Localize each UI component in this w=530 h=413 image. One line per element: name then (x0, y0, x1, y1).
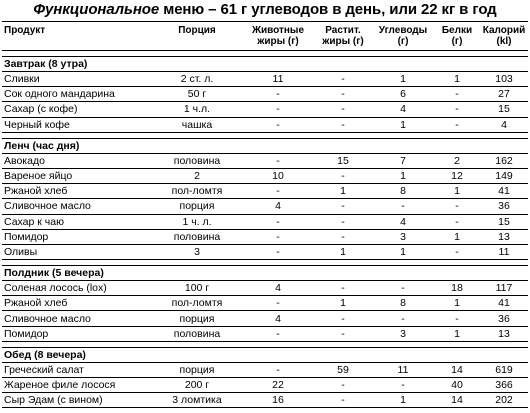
table-row (2, 281, 528, 296)
cell-animal-fat: 4 (242, 311, 314, 326)
cell-portion: пол-ломтя (152, 184, 242, 199)
cell-kcal: 103 (480, 72, 528, 87)
cell-carbs: - (372, 378, 434, 393)
cell-product: Сливочное масло (2, 311, 152, 326)
cell-kcal: 11 (480, 244, 528, 259)
cell-kcal: 149 (480, 168, 528, 183)
cell-product: Сыр Эдам (с вином) (2, 393, 152, 408)
section-header (2, 347, 528, 362)
cell-animal-fat: - (242, 362, 314, 377)
cell-product: Греческий салат (2, 362, 152, 377)
cell-product: Черный кофе (2, 117, 152, 132)
cell-protein: - (434, 102, 480, 117)
cell-animal-fat: 16 (242, 393, 314, 408)
cell-animal-fat: - (242, 153, 314, 168)
cell-carbs: 6 (372, 87, 434, 102)
cell-carbs: 8 (372, 184, 434, 199)
cell-carbs: 4 (372, 214, 434, 229)
cell-protein: 18 (434, 281, 480, 296)
cell-animal-fat: - (242, 296, 314, 311)
cell-portion: порция (152, 362, 242, 377)
cell-product: Сахар к чаю (2, 214, 152, 229)
cell-veg-fat: - (314, 102, 372, 117)
cell-animal-fat: - (242, 229, 314, 244)
cell-protein: 14 (434, 362, 480, 377)
cell-veg-fat: 15 (314, 153, 372, 168)
table-row (2, 378, 528, 393)
cell-portion: чашка (152, 117, 242, 132)
nutrition-table (2, 21, 528, 408)
cell-kcal: 36 (480, 311, 528, 326)
cell-protein: 14 (434, 393, 480, 408)
cell-kcal: 619 (480, 362, 528, 377)
table-row (2, 311, 528, 326)
section-title: Полдник (5 вечера) (2, 266, 528, 281)
cell-kcal: 117 (480, 281, 528, 296)
cell-veg-fat: - (314, 326, 372, 341)
cell-veg-fat: 59 (314, 362, 372, 377)
cell-animal-fat: - (242, 244, 314, 259)
header-kcal: Калорий (kl) (480, 22, 528, 51)
cell-carbs: 1 (372, 117, 434, 132)
table-row (2, 296, 528, 311)
cell-product: Ржаной хлеб (2, 296, 152, 311)
cell-kcal: 202 (480, 393, 528, 408)
cell-product: Вареное яйцо (2, 168, 152, 183)
cell-kcal: 13 (480, 326, 528, 341)
table-row (2, 184, 528, 199)
table-row (2, 214, 528, 229)
cell-portion: 3 (152, 244, 242, 259)
table-row (2, 72, 528, 87)
cell-carbs: - (372, 311, 434, 326)
cell-kcal: 36 (480, 199, 528, 214)
cell-veg-fat: - (314, 393, 372, 408)
cell-veg-fat: - (314, 199, 372, 214)
page-title (2, 0, 528, 21)
cell-protein: 1 (434, 296, 480, 311)
table-row (2, 153, 528, 168)
table-row (2, 199, 528, 214)
cell-carbs: - (372, 199, 434, 214)
table-row (2, 102, 528, 117)
cell-protein: 2 (434, 153, 480, 168)
cell-animal-fat: - (242, 117, 314, 132)
cell-portion: 50 г (152, 87, 242, 102)
table-row (2, 168, 528, 183)
header-protein: Белки (г) (434, 22, 480, 51)
cell-portion: половина (152, 326, 242, 341)
header-portion: Порция (152, 22, 242, 51)
header-carbs: Углеводы (г) (372, 22, 434, 51)
cell-kcal: 41 (480, 296, 528, 311)
cell-kcal: 13 (480, 229, 528, 244)
table-row (2, 326, 528, 341)
cell-portion: порция (152, 199, 242, 214)
header-veg-fat: Растит. жиры (г) (314, 22, 372, 51)
header-animal-fat: Животные жиры (г) (242, 22, 314, 51)
cell-animal-fat: - (242, 184, 314, 199)
cell-portion: половина (152, 229, 242, 244)
cell-product: Сливки (2, 72, 152, 87)
cell-product: Помидор (2, 326, 152, 341)
table-row (2, 362, 528, 377)
cell-protein: 1 (434, 229, 480, 244)
cell-portion: 1 ч. л. (152, 214, 242, 229)
cell-carbs: 7 (372, 153, 434, 168)
cell-veg-fat: 1 (314, 184, 372, 199)
cell-animal-fat: - (242, 102, 314, 117)
cell-portion: половина (152, 153, 242, 168)
title-rest: меню – 61 г углеводов в день, или 22 кг в год (159, 1, 497, 18)
cell-product: Оливы (2, 244, 152, 259)
cell-animal-fat: 11 (242, 72, 314, 87)
section-header (2, 57, 528, 72)
header-row (2, 22, 528, 51)
cell-portion: порция (152, 311, 242, 326)
table-row (2, 229, 528, 244)
cell-veg-fat: - (314, 168, 372, 183)
cell-protein: - (434, 199, 480, 214)
section-title: Завтрак (8 утра) (2, 57, 528, 72)
cell-veg-fat: - (314, 311, 372, 326)
cell-protein: - (434, 311, 480, 326)
cell-carbs: 1 (372, 168, 434, 183)
cell-carbs: 3 (372, 326, 434, 341)
cell-portion: 1 ч.л. (152, 102, 242, 117)
cell-protein: 12 (434, 168, 480, 183)
cell-veg-fat: - (314, 117, 372, 132)
cell-portion: 2 ст. л. (152, 72, 242, 87)
cell-veg-fat: - (314, 378, 372, 393)
cell-protein: - (434, 244, 480, 259)
table-row (2, 393, 528, 408)
cell-protein: 1 (434, 72, 480, 87)
table-row (2, 117, 528, 132)
cell-animal-fat: - (242, 214, 314, 229)
header-product: Продукт (2, 22, 152, 51)
cell-kcal: 15 (480, 214, 528, 229)
cell-portion: пол-ломтя (152, 296, 242, 311)
cell-product: Сахар (с кофе) (2, 102, 152, 117)
cell-carbs: 8 (372, 296, 434, 311)
cell-kcal: 4 (480, 117, 528, 132)
cell-protein: - (434, 214, 480, 229)
cell-kcal: 15 (480, 102, 528, 117)
cell-carbs: 1 (372, 244, 434, 259)
cell-product: Жареное филе лосося (2, 378, 152, 393)
cell-veg-fat: - (314, 229, 372, 244)
cell-carbs: 4 (372, 102, 434, 117)
cell-portion: 100 г (152, 281, 242, 296)
table-body (2, 51, 528, 408)
cell-animal-fat: - (242, 326, 314, 341)
title-italic: Функциональное (33, 1, 160, 18)
cell-protein: - (434, 117, 480, 132)
cell-protein: 40 (434, 378, 480, 393)
section-title: Ленч (час дня) (2, 138, 528, 153)
cell-protein: 1 (434, 326, 480, 341)
cell-carbs: 1 (372, 393, 434, 408)
cell-portion: 2 (152, 168, 242, 183)
cell-animal-fat: 22 (242, 378, 314, 393)
cell-product: Помидор (2, 229, 152, 244)
cell-product: Сливочное масло (2, 199, 152, 214)
cell-veg-fat: - (314, 72, 372, 87)
table-row (2, 87, 528, 102)
cell-carbs: 11 (372, 362, 434, 377)
cell-animal-fat: - (242, 87, 314, 102)
cell-veg-fat: 1 (314, 296, 372, 311)
section-header (2, 266, 528, 281)
table-row (2, 244, 528, 259)
cell-product: Ржаной хлеб (2, 184, 152, 199)
cell-veg-fat: - (314, 214, 372, 229)
cell-carbs: - (372, 281, 434, 296)
cell-kcal: 41 (480, 184, 528, 199)
cell-kcal: 366 (480, 378, 528, 393)
cell-product: Авокадо (2, 153, 152, 168)
cell-veg-fat: - (314, 281, 372, 296)
cell-portion: 3 ломтика (152, 393, 242, 408)
cell-product: Сок одного мандарина (2, 87, 152, 102)
section-header (2, 138, 528, 153)
cell-portion: 200 г (152, 378, 242, 393)
cell-kcal: 162 (480, 153, 528, 168)
cell-kcal: 27 (480, 87, 528, 102)
section-title: Обед (8 вечера) (2, 347, 528, 362)
cell-carbs: 1 (372, 72, 434, 87)
cell-protein: 1 (434, 184, 480, 199)
cell-animal-fat: 4 (242, 199, 314, 214)
cell-protein: - (434, 87, 480, 102)
cell-carbs: 3 (372, 229, 434, 244)
cell-animal-fat: 10 (242, 168, 314, 183)
cell-product: Соленая лосось (lox) (2, 281, 152, 296)
cell-veg-fat: - (314, 87, 372, 102)
cell-animal-fat: 4 (242, 281, 314, 296)
cell-veg-fat: 1 (314, 244, 372, 259)
